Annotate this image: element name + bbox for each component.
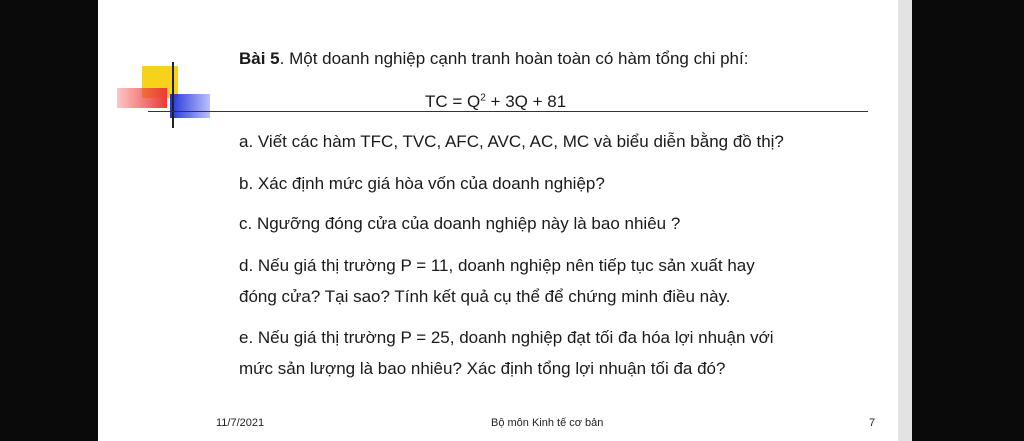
exercise-title: [239, 49, 748, 69]
footer-page-number: 7: [869, 417, 876, 429]
decor-vertical-line: [172, 62, 174, 128]
footer-date: 11/7/2021: [216, 417, 265, 429]
formula-part-2: + 3Q + 81: [485, 92, 567, 111]
question-d-line-1: d. Nếu giá thị trường P = 11, doanh nghiệp nên tiếp tục sản xuất hay: [239, 256, 755, 275]
slide-edge-bar: [898, 0, 912, 441]
question-d-line-2: đóng cửa? Tại sao? Tính kết quả cụ thể để chứng minh điều này.: [239, 287, 731, 306]
formula-exponent: 2: [480, 92, 486, 104]
cost-formula: [425, 92, 566, 112]
exercise-number: Bài 5: [239, 49, 280, 68]
question-e-line-1: e. Nếu giá thị trường P = 25, doanh nghiệp đạt tối đa hóa lợi nhuận với: [239, 328, 774, 347]
question-e-line-2: mức sản lượng là bao nhiêu? Xác định tổng lợi nhuận tối đa đó?: [239, 359, 726, 378]
exercise-statement: . Một doanh nghiệp cạnh tranh hoàn toàn có hàm tổng chi phí:: [279, 49, 749, 68]
question-b: b. Xác định mức giá hòa vốn của doanh nghiệp?: [239, 174, 605, 193]
formula-part-1: TC = Q: [425, 92, 481, 111]
decor-red-square: [117, 88, 167, 108]
decor-blue-square: [170, 94, 210, 118]
question-a: a. Viết các hàm TFC, TVC, AFC, AVC, AC, MC và biểu diễn bằng đồ thị?: [239, 132, 784, 151]
question-c: c. Ngưỡng đóng cửa của doanh nghiệp này là bao nhiêu ?: [239, 214, 681, 233]
footer-department: Bộ môn Kinh tế cơ bản: [491, 417, 604, 429]
